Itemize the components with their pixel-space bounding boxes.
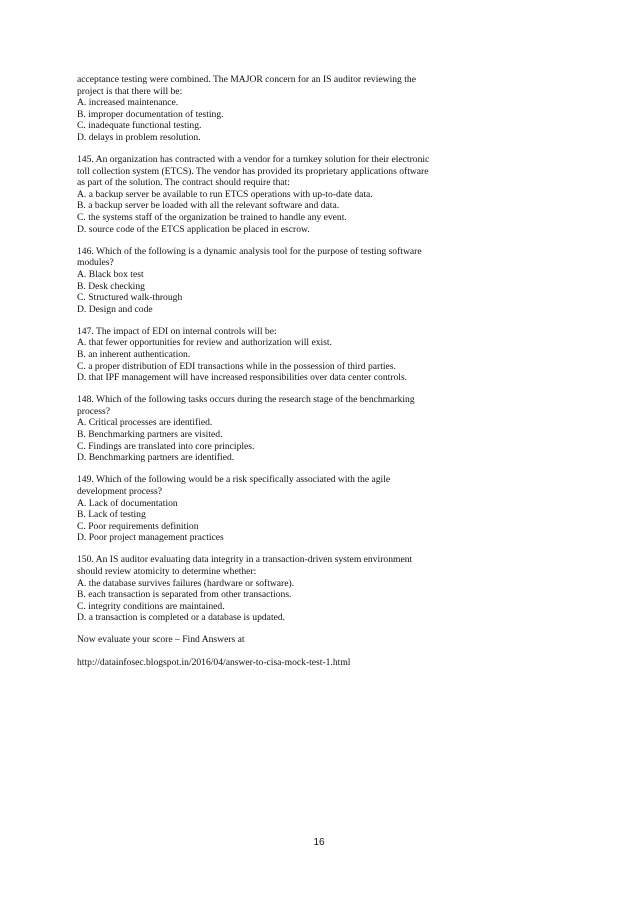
text-line: 145. An organization has contracted with a vendor for a turnkey solution for their electronic [77, 154, 430, 166]
text-line: 146. Which of the following is a dynamic analysis tool for the purpose of testing software [77, 245, 422, 257]
text-line: C. a proper distribution of EDI transactions while in the possession of third parties. [77, 360, 396, 372]
text-block [77, 246, 547, 316]
text-line: 147. The impact of EDI on internal controls will be: [77, 325, 277, 337]
text-line: A. Critical processes are identified. [77, 417, 213, 429]
text-block [77, 154, 547, 235]
page-content [77, 74, 547, 679]
text-line: A. increased maintenance. [77, 97, 179, 109]
text-block [77, 657, 547, 669]
text-line: D. Design and code [77, 303, 153, 315]
text-line: D. source code of the ETCS application be placed in escrow. [77, 223, 310, 235]
text-line: acceptance testing were combined. The MAJOR concern for an IS auditor reviewing the [77, 74, 416, 85]
text-line: B. Lack of testing [77, 509, 146, 521]
text-line: B. improper documentation of testing. [77, 108, 224, 120]
text-line: 149. Which of the following would be a risk specifically associated with the agile [77, 474, 391, 486]
text-line: as part of the solution. The contract should require that: [77, 177, 290, 189]
text-line: B. each transaction is separated from other transactions. [77, 589, 292, 601]
text-line: 150. An IS auditor evaluating data integrity in a transaction-driven system environment [77, 554, 413, 566]
text-line: project is that there will be: [77, 85, 183, 97]
text-line: C. integrity conditions are maintained. [77, 600, 225, 612]
text-line: D. a transaction is completed or a database is updated. [77, 612, 286, 624]
text-line: C. Findings are translated into core principles. [77, 440, 255, 452]
text-line: D. Benchmarking partners are identified. [77, 452, 235, 464]
text-line: process? [77, 405, 111, 417]
text-block [77, 554, 547, 624]
text-block [77, 634, 547, 646]
text-line: should review atomicity to determine whether: [77, 565, 257, 577]
text-line: A. Lack of documentation [77, 497, 178, 509]
text-line: Now evaluate your score – Find Answers at [77, 634, 245, 646]
text-block [77, 74, 547, 144]
text-line: D. Poor project management practices [77, 532, 224, 544]
text-block [77, 474, 547, 544]
text-line: D. that IPF management will have increased responsibilities over data center controls. [77, 372, 408, 384]
text-line: A. a backup server be available to run ETCS operations with up-to-date data. [77, 188, 373, 200]
text-line: A. that fewer opportunities for review and authorization will exist. [77, 337, 332, 349]
text-line: B. a backup server be loaded with all the relevant software and data. [77, 200, 340, 212]
text-line: toll collection system (ETCS). The vendor has provided its proprietary applications oftware [77, 165, 429, 177]
text-line: D. delays in problem resolution. [77, 131, 201, 143]
text-line: B. an inherent authentication. [77, 348, 191, 360]
text-block [77, 326, 547, 384]
text-line: C. Poor requirements definition [77, 520, 199, 532]
page-number: 16 [313, 837, 325, 848]
text-line: B. Desk checking [77, 280, 145, 292]
text-line: C. inadequate functional testing. [77, 120, 202, 132]
text-line: A. the database survives failures (hardware or software). [77, 577, 295, 589]
text-line: A. Black box test [77, 268, 144, 280]
text-line: 148. Which of the following tasks occurs during the research stage of the benchmarking [77, 394, 415, 406]
text-line: B. Benchmarking partners are visited. [77, 429, 223, 441]
text-block [77, 394, 547, 464]
text-line: development process? [77, 485, 162, 497]
text-line: C. Structured walk-through [77, 292, 183, 304]
text-line: C. the systems staff of the organization be trained to handle any event. [77, 212, 347, 224]
text-line: http://datainfosec.blogspot.in/2016/04/answer-to-cisa-mock-test-1.html [77, 656, 351, 668]
text-line: modules? [77, 257, 114, 269]
